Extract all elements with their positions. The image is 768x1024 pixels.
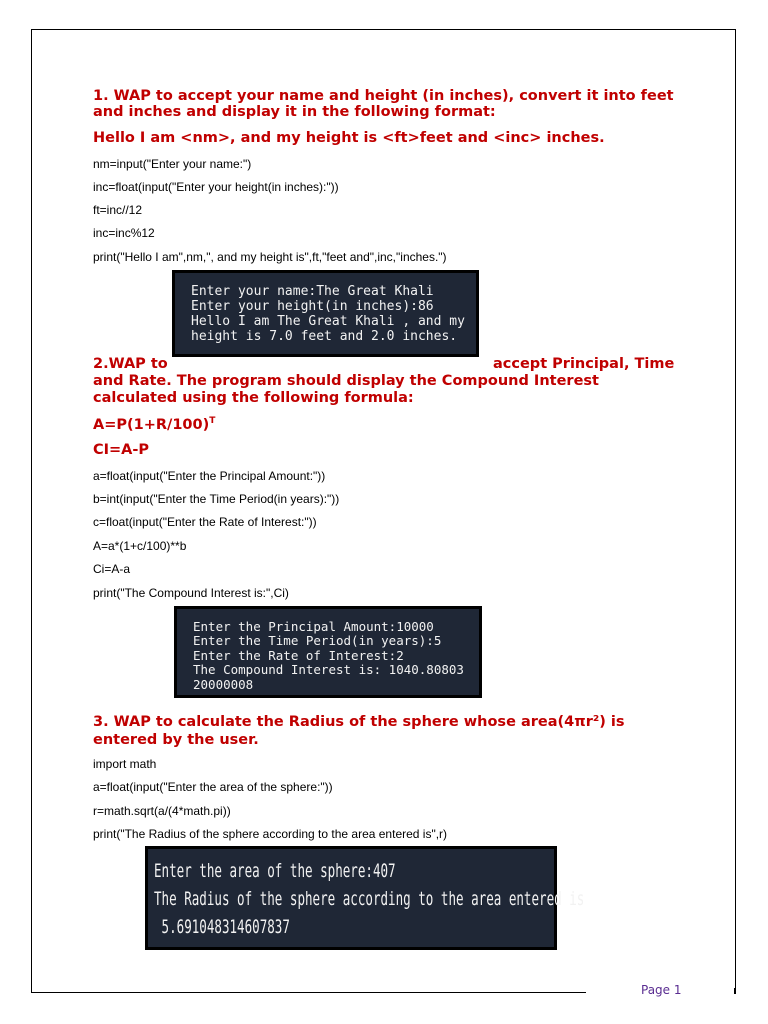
q2-code-line: Ci=A-a [93,562,131,576]
q3-code-line: import math [93,757,157,771]
terminal-line: Enter the Time Period(in years):5 [193,633,442,649]
q2-heading-right: accept Principal, Time [493,356,675,372]
q1-output-terminal [172,270,479,357]
terminal-line: 5.691048314607837 [154,916,290,938]
q2-formula-2: CI=A-P [93,442,150,458]
formula-text: A=P(1+R/100) [93,417,210,433]
terminal-line: Enter your height(in inches):86 [191,299,434,314]
q2-code-line: A=a*(1+c/100)**b [93,539,187,553]
q3-code-line: a=float(input("Enter the area of the sphere:")) [93,780,333,794]
terminal-line: Enter the Rate of Interest:2 [193,647,404,663]
q1-heading-line2: and inches and display it in the following format: [93,104,496,120]
terminal-line: The Radius of the sphere according to the area entered is [154,888,585,910]
q2-heading-line3: calculated using the following formula: [93,390,414,406]
q2-code-line: print("The Compound Interest is:",Ci) [93,586,289,600]
terminal-line: height is 7.0 feet and 2.0 inches. [191,329,458,344]
terminal-line: The Compound Interest is: 1040.80803 [193,662,464,678]
q2-code-line: a=float(input("Enter the Principal Amount:")) [93,469,326,483]
q1-format-line: Hello I am <nm>, and my height is <ft>feet and <inc> inches. [93,130,605,146]
q1-code-line: inc=inc%12 [93,226,155,240]
footer-divider [31,992,586,993]
formula-exponent: T [209,416,216,427]
q3-code-line: print("The Radius of the sphere according to the area entered is",r) [93,827,448,841]
q1-heading-line1: 1. WAP to accept your name and height (in inches), convert it into feet [93,88,674,104]
q1-code-line: ft=inc//12 [93,203,143,217]
q2-formula-1 [93,417,215,434]
terminal-line: 20000008 [193,676,254,692]
q2-heading-left: 2.WAP to [93,356,168,372]
page-number: Page 1 [641,983,682,997]
terminal-line: Hello I am The Great Khali , and my [191,314,465,329]
terminal-line: Enter your name:The Great Khali [191,284,434,299]
q2-output-terminal [174,606,482,698]
q2-code-line: c=float(input("Enter the Rate of Interest:")) [93,515,317,529]
q2-heading-line2: and Rate. The program should display the Compound Interest [93,373,599,389]
q2-code-line: b=int(input("Enter the Time Period(in years):")) [93,492,340,506]
q3-output-terminal [145,846,585,950]
q1-code-line: nm=input("Enter your name:") [93,157,252,171]
q1-code-line: print("Hello I am",nm,", and my height is",ft,"feet and",inc,"inches.") [93,250,447,264]
q1-code-line: inc=float(input("Enter your height(in inches):")) [93,180,339,194]
q3-code-line: r=math.sqrt(a/(4*math.pi)) [93,804,231,818]
q3-heading-line2: entered by the user. [93,732,259,748]
q3-heading-line1: 3. WAP to calculate the Radius of the sphere whose area(4πr²) is [93,714,625,730]
page-corner-mark [734,988,736,994]
terminal-line: Enter the area of the sphere:407 [154,860,396,882]
terminal-line: Enter the Principal Amount:10000 [193,619,434,634]
